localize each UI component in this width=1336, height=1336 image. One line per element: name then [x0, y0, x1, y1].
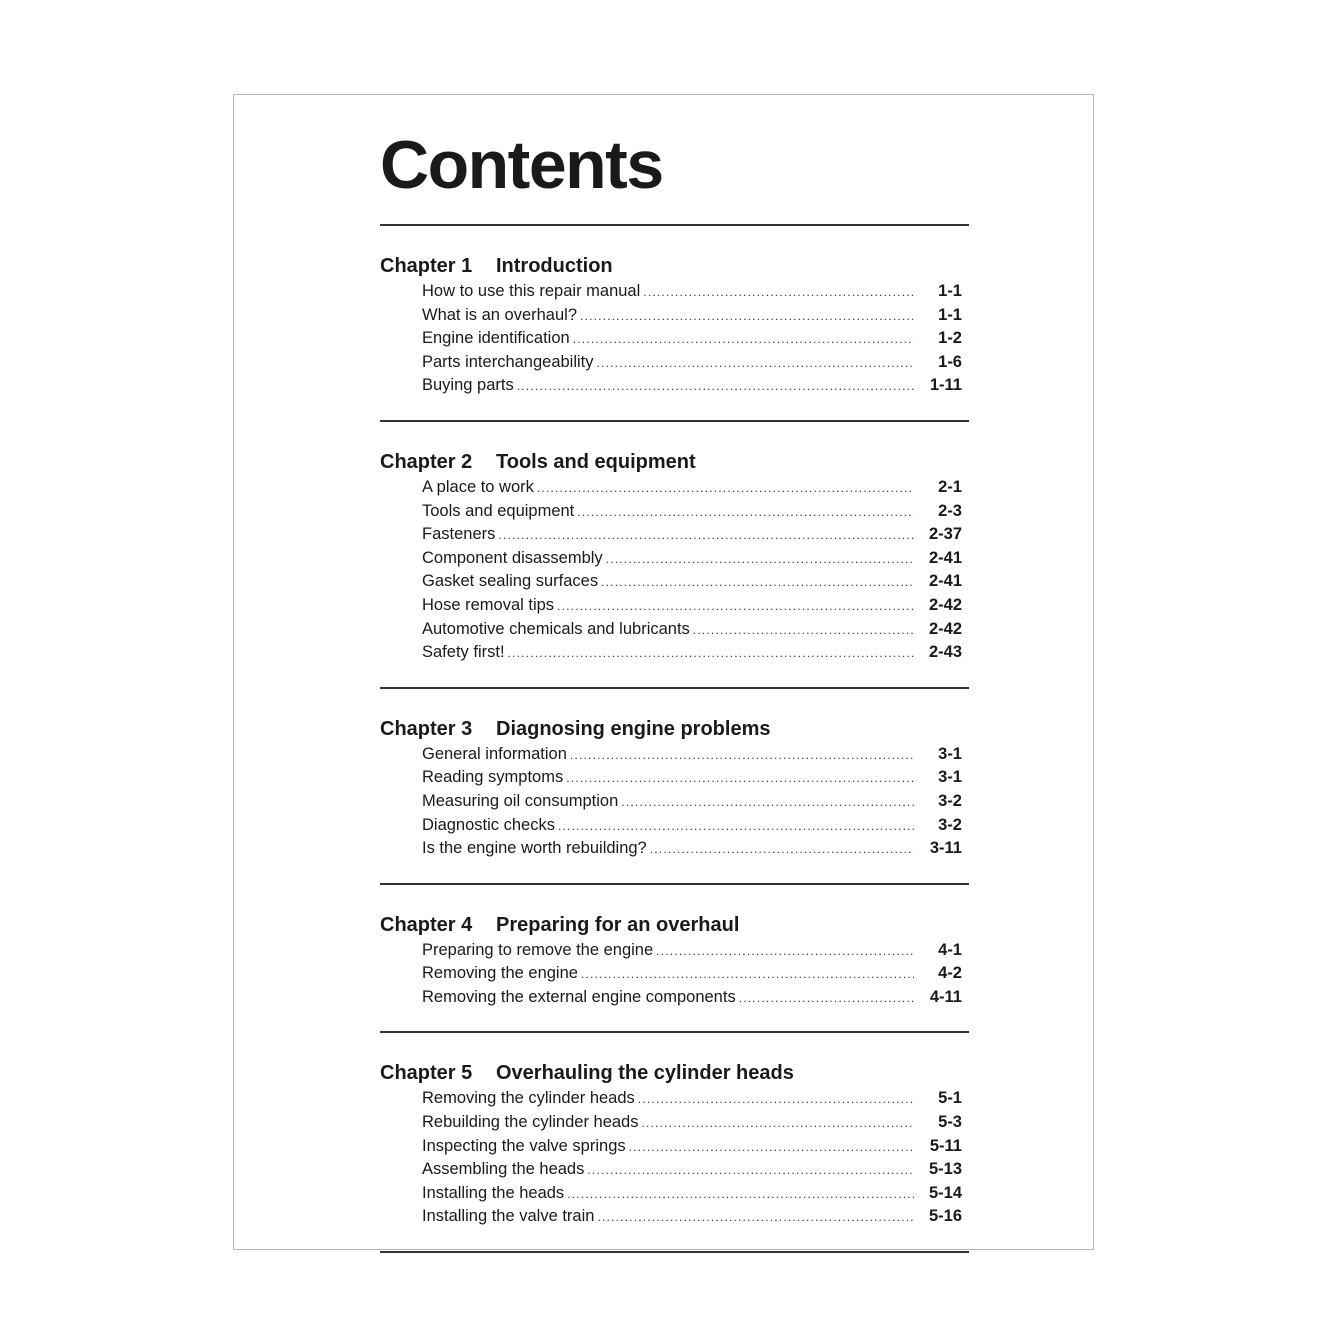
- toc-entry: [422, 641, 962, 665]
- dot-leader: [597, 1206, 914, 1230]
- entry-list: [380, 1087, 969, 1229]
- entry-list: [380, 743, 969, 861]
- page-number: 1-2: [938, 329, 962, 348]
- entry-label: Installing the valve train: [422, 1205, 597, 1229]
- dot-leader: [567, 1183, 914, 1207]
- entry-label: Reading symptoms: [422, 766, 566, 790]
- entry-label: Measuring oil consumption: [422, 790, 621, 814]
- page-number: 1-1: [938, 305, 962, 324]
- toc-entry: [422, 280, 962, 304]
- entry-label: Hose removal tips: [422, 594, 557, 618]
- toc-entry: [422, 594, 962, 618]
- dot-leader: [643, 281, 914, 305]
- page-number: 5-11: [929, 1136, 962, 1155]
- toc-entry: [422, 1158, 962, 1182]
- entry-label: Buying parts: [422, 374, 517, 398]
- entry-label: How to use this repair manual: [422, 280, 643, 304]
- dot-leader: [498, 524, 914, 548]
- entry-label: Engine identification: [422, 327, 573, 351]
- chapter-title: Tools and equipment: [496, 450, 696, 473]
- dot-leader: [580, 305, 914, 329]
- page-number: 1-1: [938, 282, 962, 300]
- entry-label: General information: [422, 743, 570, 767]
- dot-leader: [537, 477, 914, 501]
- entry-label: Gasket sealing surfaces: [422, 570, 601, 594]
- chapter-list: [380, 226, 969, 1253]
- dot-leader: [587, 1159, 914, 1183]
- entry-label: Assembling the heads: [422, 1158, 587, 1182]
- chapter-title: Introduction: [496, 255, 613, 277]
- entry-list: [380, 280, 969, 398]
- entry-label: Preparing to remove the engine: [422, 939, 656, 963]
- dot-leader: [693, 619, 914, 643]
- dot-leader: [566, 767, 914, 791]
- entry-list: [380, 939, 969, 1010]
- toc-entry: [422, 476, 962, 500]
- entry-label: Removing the external engine components: [422, 986, 739, 1010]
- chapter-heading: [380, 715, 969, 743]
- toc-entry: [422, 743, 962, 767]
- toc-entry: [422, 814, 962, 838]
- page-number: 2-3: [938, 501, 962, 520]
- page-number: 3-11: [929, 839, 962, 858]
- toc-entry: [422, 837, 962, 861]
- entry-label: A place to work: [422, 476, 537, 500]
- toc-entry: [422, 523, 962, 547]
- chapter-heading: [380, 448, 969, 476]
- page-number: 5-3: [938, 1113, 962, 1132]
- chapter-section: [380, 1033, 969, 1253]
- page-number: 4-2: [938, 964, 962, 983]
- page-number: 2-42: [928, 595, 962, 614]
- dot-leader: [601, 571, 914, 595]
- entry-label: Safety first!: [422, 641, 508, 665]
- entry-label: Automotive chemicals and lubricants: [422, 618, 693, 642]
- toc-entry: [422, 790, 962, 814]
- entry-label: Parts interchangeability: [422, 351, 597, 375]
- entry-label: Component disassembly: [422, 547, 606, 571]
- chapter-heading: [380, 1059, 969, 1087]
- page-number: 2-42: [928, 619, 962, 638]
- page-number: 3-1: [938, 768, 962, 787]
- page-number: 5-16: [928, 1207, 962, 1226]
- toc-entry: [422, 1135, 962, 1159]
- dot-leader: [577, 501, 914, 525]
- dot-leader: [558, 815, 914, 839]
- entry-label: Installing the heads: [422, 1182, 567, 1206]
- entry-label: Removing the cylinder heads: [422, 1087, 638, 1111]
- dot-leader: [508, 642, 914, 666]
- page-number: 5-1: [938, 1089, 962, 1108]
- toc-entry: [422, 570, 962, 594]
- chapter-title: Preparing for an overhaul: [496, 913, 740, 936]
- toc-entry: [422, 1182, 962, 1206]
- dot-leader: [641, 1112, 914, 1136]
- toc-entry: [422, 766, 962, 790]
- chapter-number: Chapter 5: [380, 1062, 473, 1085]
- chapter-heading: [380, 252, 969, 280]
- dot-leader: [557, 595, 914, 619]
- toc-entry: [422, 374, 962, 398]
- chapter-title: Diagnosing engine problems: [496, 717, 771, 740]
- dot-leader: [650, 838, 914, 862]
- page-number: 2-41: [928, 572, 962, 591]
- chapter-section: [380, 226, 969, 422]
- chapter-number: Chapter 4: [380, 913, 473, 936]
- entry-label: Diagnostic checks: [422, 814, 558, 838]
- dot-leader: [573, 328, 914, 352]
- toc-entry: [422, 962, 962, 986]
- document-page: [233, 94, 1094, 1250]
- toc-entry: [422, 939, 962, 963]
- page-number: 2-37: [928, 525, 962, 544]
- toc-entry: [422, 351, 962, 375]
- page-title: Contents: [380, 127, 663, 203]
- page-number: 1-6: [938, 352, 962, 371]
- dot-leader: [629, 1136, 914, 1160]
- entry-label: Fasteners: [422, 523, 498, 547]
- chapter-section: [380, 885, 969, 1034]
- chapter-section: [380, 422, 969, 689]
- toc-entry: [422, 1087, 962, 1111]
- dot-leader: [597, 352, 914, 376]
- page-number: 4-1: [938, 940, 962, 959]
- contents-body: [380, 125, 969, 1253]
- page-number: 4-11: [929, 987, 962, 1006]
- toc-entry: [422, 1205, 962, 1229]
- entry-label: Removing the engine: [422, 962, 581, 986]
- dot-leader: [638, 1088, 914, 1112]
- chapter-section: [380, 689, 969, 885]
- page-number: 5-13: [928, 1160, 962, 1179]
- dot-leader: [739, 987, 914, 1011]
- entry-list: [380, 476, 969, 665]
- chapter-number: Chapter 2: [380, 450, 473, 473]
- toc-entry: [422, 304, 962, 328]
- dot-leader: [606, 548, 914, 572]
- toc-entry: [422, 1111, 962, 1135]
- toc-entry: [422, 547, 962, 571]
- dot-leader: [581, 963, 914, 987]
- chapter-number: Chapter 3: [380, 717, 473, 740]
- chapter-heading: [380, 911, 969, 939]
- page-number: 5-14: [928, 1183, 962, 1202]
- dot-leader: [570, 744, 914, 768]
- toc-entry: [422, 618, 962, 642]
- page-number: 3-1: [938, 744, 962, 763]
- entry-label: Is the engine worth rebuilding?: [422, 837, 650, 861]
- entry-label: Rebuilding the cylinder heads: [422, 1111, 641, 1135]
- dot-leader: [656, 940, 914, 964]
- page-number: 2-1: [938, 477, 962, 496]
- toc-entry: [422, 986, 962, 1010]
- page-number: 2-41: [928, 548, 962, 567]
- entry-label: Tools and equipment: [422, 500, 577, 524]
- chapter-number: Chapter 1: [380, 255, 473, 277]
- page-number: 3-2: [938, 815, 962, 834]
- page-number: 3-2: [938, 791, 962, 810]
- dot-leader: [621, 791, 914, 815]
- dot-leader: [517, 375, 914, 399]
- toc-entry: [422, 500, 962, 524]
- toc-entry: [422, 327, 962, 351]
- page-number: 1-11: [929, 376, 962, 395]
- entry-label: What is an overhaul?: [422, 304, 580, 328]
- entry-label: Inspecting the valve springs: [422, 1135, 629, 1159]
- page-number: 2-43: [928, 643, 962, 662]
- chapter-title: Overhauling the cylinder heads: [496, 1062, 794, 1085]
